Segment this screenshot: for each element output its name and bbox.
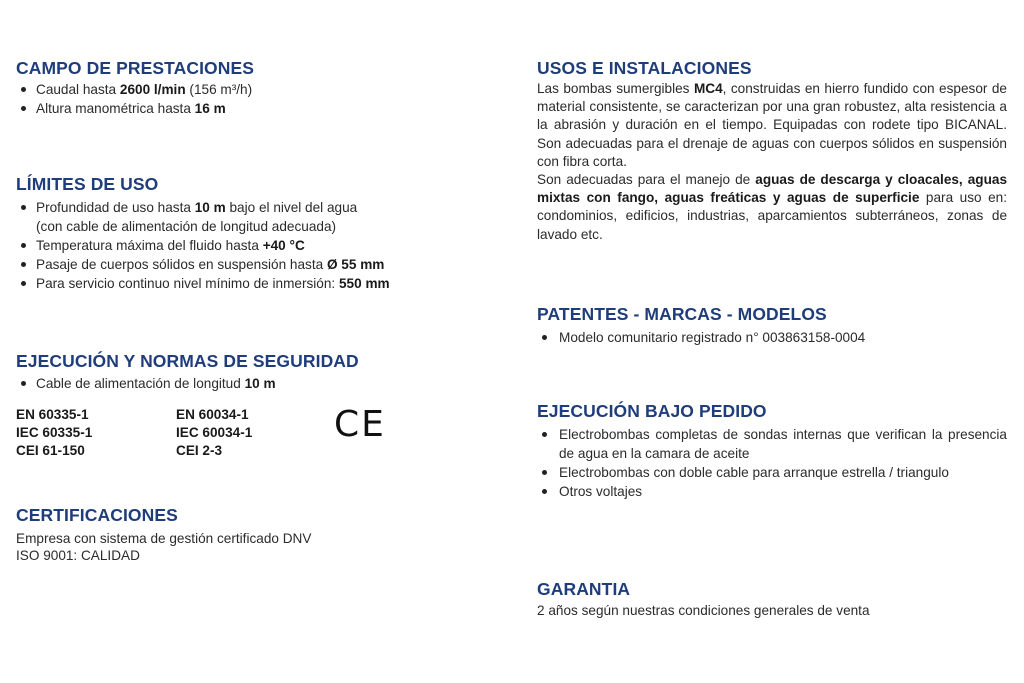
norm-code: CEI 61-150 — [16, 443, 85, 458]
list-item: Caudal hasta 2600 l/min (156 m³/h) — [16, 80, 486, 99]
usos-paragraph-2: Son adecuadas para el manejo de aguas de descarga y cloacales, aguas mixtas con fango, aguas freáticas y aguas de superficie para uso en: condominios, edificios, industrias, aparcamientos subterráneos, zonas de lavado etc. — [537, 172, 1008, 242]
norm-code: IEC 60034-1 — [176, 425, 253, 440]
bullet-list — [16, 374, 486, 393]
usos-paragraph-1: Las bombas sumergibles MC4, construidas en hierro fundido con espesor de material consistente, se caracterizan por una gran robustez, alta resistencia a la abrasión y duración en el tiempo. Equipadas con rodete tipo BICANAL. Son adecuadas para el drenaje de aguas con cuerpos sólidos en suspensión con fibra corta. — [537, 81, 1007, 169]
cert-line: Empresa con sistema de gestión certificado DNV — [16, 531, 312, 546]
bullet-list — [537, 328, 1007, 347]
norms-column-1 — [16, 406, 92, 460]
section-title: PATENTES - MARCAS - MODELOS — [537, 304, 827, 324]
section-usos-instalaciones — [537, 57, 1007, 244]
norm-code: EN 60335-1 — [16, 407, 89, 422]
section-patentes — [537, 303, 1007, 347]
section-ejecucion-bajo-pedido — [537, 400, 1007, 501]
section-title: EJECUCIÓN Y NORMAS DE SEGURIDAD — [16, 351, 359, 371]
section-limites-uso — [16, 173, 486, 293]
list-item-continuation: (con cable de alimentación de longitud adecuada) — [36, 219, 337, 234]
garantia-text: 2 años según nuestras condiciones generales de venta — [537, 603, 870, 618]
section-title: GARANTIA — [537, 579, 631, 599]
bullet-list — [16, 80, 486, 118]
section-campo-prestaciones — [16, 57, 486, 118]
ce-mark-icon: CE — [334, 404, 386, 445]
norm-code: IEC 60335-1 — [16, 425, 93, 440]
norms-column-2 — [176, 406, 252, 460]
cert-line: ISO 9001: CALIDAD — [16, 548, 140, 563]
list-item: Electrobombas completas de sondas internas que verifican la presencia de agua en la camara de aceite — [537, 425, 1007, 463]
list-item: Otros voltajes — [537, 482, 1007, 501]
norm-code: CEI 2-3 — [176, 443, 223, 458]
list-item: Cable de alimentación de longitud 10 m — [16, 374, 486, 393]
section-garantia — [537, 578, 1007, 620]
list-item: Electrobombas con doble cable para arranque estrella / triangulo — [537, 463, 1007, 482]
section-title: CAMPO DE PRESTACIONES — [16, 58, 255, 78]
bullet-list — [16, 198, 486, 293]
list-item: Temperatura máxima del fluido hasta +40 °C — [16, 236, 486, 255]
list-item: Para servicio continuo nivel mínimo de inmersión: 550 mm — [16, 274, 486, 293]
section-title: CERTIFICACIONES — [16, 505, 178, 525]
section-ejecucion-normas — [16, 350, 486, 393]
section-title: USOS E INSTALACIONES — [537, 58, 752, 78]
list-item: Altura manométrica hasta 16 m — [16, 99, 486, 118]
list-item: Profundidad de uso hasta 10 m bajo el nivel del agua — [16, 198, 486, 217]
section-title: LÍMITES DE USO — [16, 174, 159, 194]
list-item: Pasaje de cuerpos sólidos en suspensión hasta Ø 55 mm — [16, 255, 486, 274]
section-title: EJECUCIÓN BAJO PEDIDO — [537, 401, 767, 421]
list-item: Modelo comunitario registrado n° 003863158-0004 — [537, 328, 1007, 347]
section-certificaciones — [16, 504, 486, 564]
norm-code: EN 60034-1 — [176, 407, 249, 422]
bullet-list — [537, 425, 1007, 501]
